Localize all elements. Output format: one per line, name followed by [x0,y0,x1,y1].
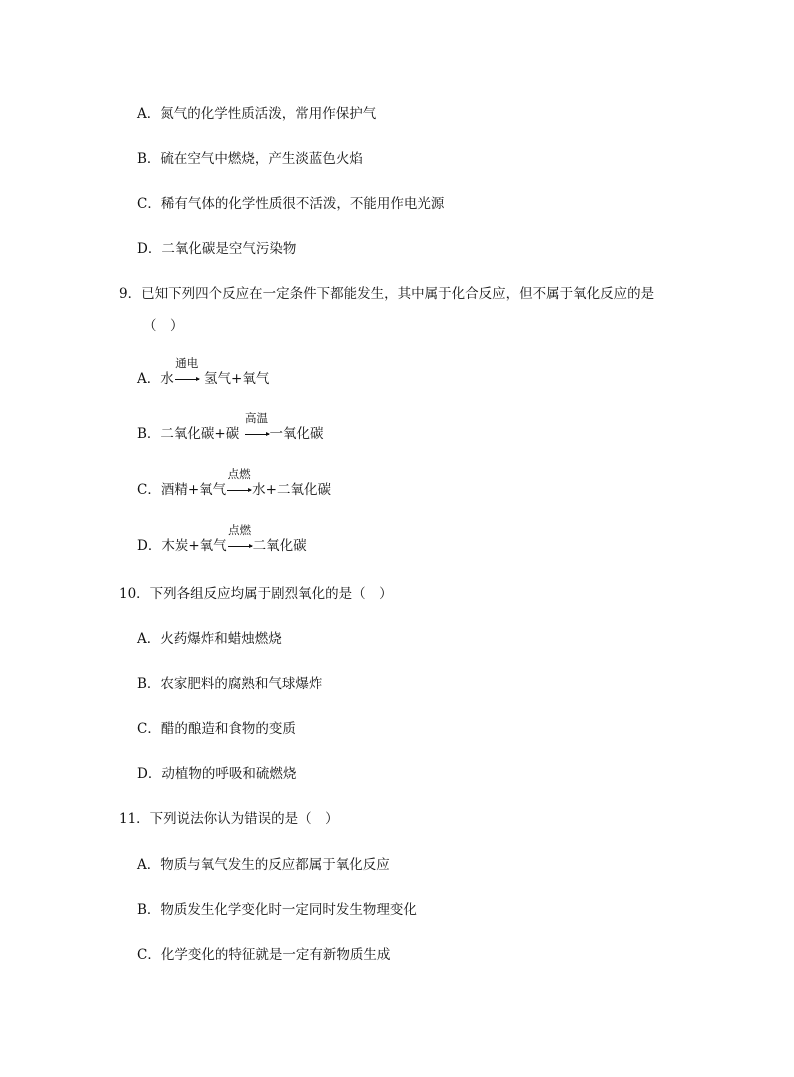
question-11-option-c: C．化学变化的特征就是一定有新物质生成 [137,947,391,963]
reaction-arrow [226,467,252,499]
question-10-option-d: D．动植物的呼吸和硫燃烧 [137,766,297,782]
option-prefix: B． [137,426,161,442]
question-10-option-b: B．农家肥料的腐熟和气球爆炸 [137,676,323,692]
products: 二氧化碳 [252,538,307,554]
question-9-option-b [137,411,324,443]
arrow-icon [245,434,269,435]
question-11-option-b: B．物质发生化学变化时一定同时发生物理变化 [137,902,417,918]
arrow-icon [175,379,199,380]
reaction-arrow [174,356,200,388]
question-9-stem: 9．已知下列四个反应在一定条件下都能发生，其中属于化合反应，但不属于氧化反应的是 [119,286,655,302]
reactants: 木炭+氧气 [161,538,227,554]
question-10-stem: 10．下列各组反应均属于剧烈氧化的是（ ） [119,586,393,602]
arrow-icon [228,546,252,547]
reactants: 二氧化碳+碳 [160,426,244,442]
question-9-answer-paren: （ ） [143,318,184,334]
reactants: 酒精+氧气 [160,482,227,498]
reaction-arrow [244,411,270,443]
option-prefix: C． [137,482,161,498]
question-11-option-a: A．物质与氧气发生的反应都属于氧化反应 [137,857,390,873]
reactants: 水 [160,371,174,387]
question-9-option-d [137,523,307,555]
question-8-option-b: B．硫在空气中燃烧，产生淡蓝色火焰 [137,151,363,167]
question-8-option-d: D．二氧化碳是空气污染物 [137,241,297,257]
reaction-condition: 高温 [245,411,269,425]
reaction-condition: 点燃 [227,467,251,481]
products: 水+二氧化碳 [252,482,331,498]
question-8-option-a: A．氮气的化学性质活泼，常用作保护气 [137,106,377,122]
question-8-option-c: C．稀有气体的化学性质很不活泼，不能用作电光源 [137,196,445,212]
question-9-option-c [137,467,331,499]
reaction-condition: 通电 [175,356,199,370]
question-10-option-c: C．醋的酿造和食物的变质 [137,721,296,737]
option-prefix: A． [137,371,161,387]
products: 一氧化碳 [269,426,324,442]
reaction-condition: 点燃 [228,523,252,537]
products: 氢气+氧气 [199,371,270,387]
option-prefix: D． [137,538,162,554]
question-11-stem: 11．下列说法你认为错误的是（ ） [119,811,339,827]
question-10-option-a: A．火药爆炸和蜡烛燃烧 [137,631,282,647]
question-9-option-a [137,356,270,388]
reaction-arrow [227,523,253,555]
arrow-icon [227,490,251,491]
